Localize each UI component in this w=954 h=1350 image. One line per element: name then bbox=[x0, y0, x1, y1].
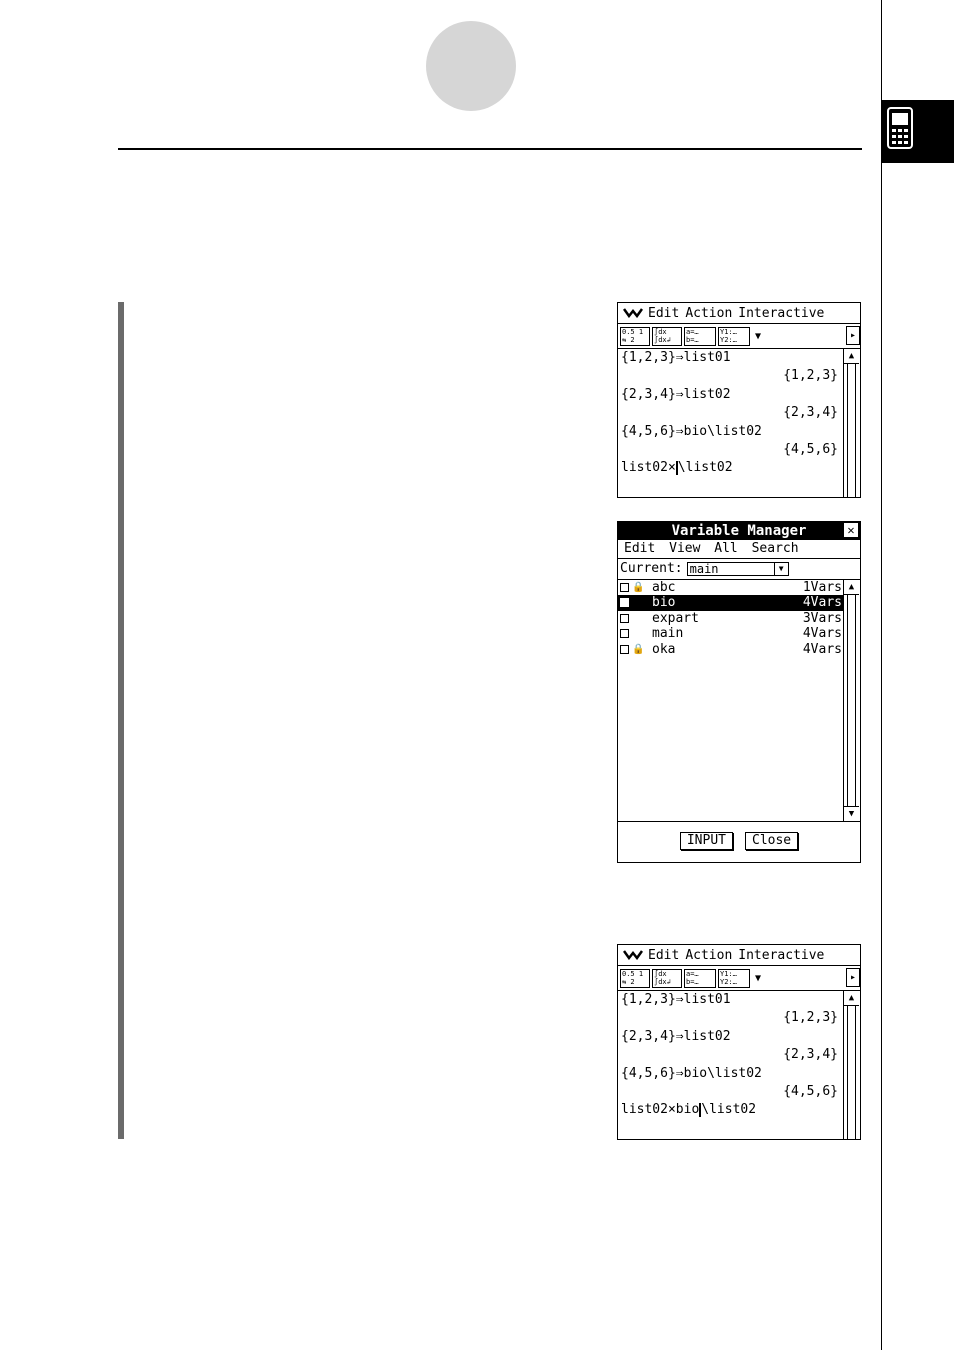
folder-row[interactable] bbox=[618, 611, 860, 626]
menu-chevron-icon[interactable] bbox=[618, 308, 648, 318]
close-icon[interactable]: ✕ bbox=[844, 523, 858, 537]
dialog-buttons bbox=[618, 822, 860, 860]
toolbar bbox=[618, 966, 860, 991]
checkbox[interactable] bbox=[620, 629, 629, 638]
step-bar bbox=[118, 302, 124, 1139]
lock-icon: 🔒 bbox=[632, 643, 645, 655]
toolbar-integral-icon[interactable]: ∫dx ∫dx↲ bbox=[652, 969, 682, 988]
margin-rule bbox=[881, 0, 882, 1350]
toolbar-graph-icon[interactable]: Y1:… Y2:… bbox=[718, 969, 750, 988]
menu-interactive[interactable]: Interactive bbox=[738, 305, 825, 321]
folder-count: 3Vars bbox=[802, 610, 842, 626]
work-line: {1,2,3}⇒list01 bbox=[621, 992, 731, 1007]
work-line: {1,2,3}⇒list01 bbox=[621, 350, 731, 365]
folder-row[interactable] bbox=[618, 626, 860, 641]
calculator-icon bbox=[886, 106, 916, 152]
menu-chevron-icon[interactable] bbox=[618, 950, 648, 960]
folder-row[interactable] bbox=[618, 580, 860, 595]
vm-menu-all[interactable]: All bbox=[714, 541, 738, 556]
folder-name: bio bbox=[652, 595, 676, 611]
scroll-up-icon[interactable]: ▲ bbox=[844, 349, 859, 364]
menu-bar bbox=[618, 303, 860, 324]
work-result: {2,3,4} bbox=[783, 405, 838, 421]
input-after-cursor: \list02 bbox=[701, 1102, 757, 1118]
toolbar-decimal-icon[interactable]: 0.5 1 ⇆ 2 bbox=[620, 327, 650, 346]
lock-icon: 🔒 bbox=[632, 582, 645, 593]
work-result: {1,2,3} bbox=[783, 368, 838, 384]
work-line: {2,3,4}⇒list02 bbox=[621, 1028, 731, 1044]
work-result: {2,3,4} bbox=[783, 1047, 838, 1063]
vm-menu-edit[interactable]: Edit bbox=[624, 541, 656, 556]
current-folder-select[interactable] bbox=[687, 562, 789, 576]
input-before-cursor: list02× bbox=[621, 460, 676, 476]
input-line[interactable] bbox=[618, 459, 860, 477]
vertical-scrollbar[interactable] bbox=[843, 991, 860, 1140]
checkbox[interactable] bbox=[620, 598, 629, 607]
scroll-up-icon[interactable]: ▲ bbox=[844, 580, 859, 595]
folder-count: 4Vars bbox=[802, 595, 842, 611]
folder-name: main bbox=[652, 626, 684, 642]
work-result: {4,5,6} bbox=[783, 1083, 838, 1099]
dialog-title-bar bbox=[618, 522, 860, 540]
work-area[interactable] bbox=[618, 349, 860, 498]
scroll-track[interactable] bbox=[847, 595, 856, 806]
current-folder-value: main bbox=[689, 562, 719, 576]
current-folder-row bbox=[618, 559, 860, 580]
menu-edit[interactable]: Edit bbox=[648, 947, 680, 963]
work-line: {4,5,6}⇒bio\list02 bbox=[621, 423, 762, 439]
chevron-down-icon[interactable]: ▼ bbox=[774, 563, 788, 575]
menu-action[interactable]: Action bbox=[685, 947, 733, 963]
folder-row[interactable] bbox=[618, 642, 860, 657]
input-before-cursor: list02×bio bbox=[621, 1102, 700, 1118]
menu-interactive[interactable]: Interactive bbox=[738, 947, 825, 963]
folder-list bbox=[618, 580, 860, 822]
toolbar-scroll-right-icon[interactable]: ▸ bbox=[846, 326, 860, 345]
scroll-down-icon[interactable]: ▼ bbox=[844, 806, 859, 821]
input-line[interactable] bbox=[618, 1101, 860, 1119]
toolbar-integral-icon[interactable]: ∫dx ∫dx↲ bbox=[652, 327, 682, 346]
main-app-screen-1 bbox=[617, 302, 861, 498]
toolbar-dropdown-icon[interactable]: ▼ bbox=[754, 330, 762, 342]
folder-name: expart bbox=[652, 610, 699, 626]
close-button[interactable]: Close bbox=[745, 832, 798, 850]
vertical-scrollbar[interactable] bbox=[843, 349, 860, 498]
work-result: {1,2,3} bbox=[783, 1010, 838, 1026]
toolbar bbox=[618, 324, 860, 349]
folder-name: oka bbox=[652, 641, 676, 657]
folder-name: abc bbox=[652, 580, 676, 595]
vm-menu-bar bbox=[618, 540, 860, 559]
folder-count: 1Vars bbox=[802, 580, 842, 595]
toolbar-assign-icon[interactable]: a=… b=… bbox=[684, 969, 716, 988]
variable-manager-dialog bbox=[617, 521, 861, 863]
current-folder-label: Current: bbox=[620, 561, 683, 576]
scroll-track[interactable] bbox=[847, 364, 856, 498]
work-line: {2,3,4}⇒list02 bbox=[621, 386, 731, 402]
work-result: {4,5,6} bbox=[783, 441, 838, 457]
checkbox[interactable] bbox=[620, 583, 629, 592]
folder-count: 4Vars bbox=[802, 641, 842, 657]
scroll-up-icon[interactable]: ▲ bbox=[844, 991, 859, 1006]
vm-menu-search[interactable]: Search bbox=[751, 541, 799, 556]
calculator-tab bbox=[882, 100, 954, 163]
menu-edit[interactable]: Edit bbox=[648, 305, 680, 321]
vertical-scrollbar[interactable] bbox=[843, 580, 860, 821]
menu-action[interactable]: Action bbox=[685, 305, 733, 321]
checkbox[interactable] bbox=[620, 614, 629, 623]
input-after-cursor: \list02 bbox=[677, 460, 733, 476]
chapter-marker-circle bbox=[426, 21, 516, 111]
folder-row-selected[interactable] bbox=[618, 595, 844, 610]
toolbar-decimal-icon[interactable]: 0.5 1 ⇆ 2 bbox=[620, 969, 650, 988]
menu-bar bbox=[618, 945, 860, 966]
toolbar-dropdown-icon[interactable]: ▼ bbox=[754, 972, 762, 984]
main-app-screen-2 bbox=[617, 944, 861, 1140]
work-area[interactable] bbox=[618, 991, 860, 1140]
folder-count: 4Vars bbox=[802, 626, 842, 642]
dialog-title: Variable Manager bbox=[671, 523, 807, 539]
toolbar-assign-icon[interactable]: a=… b=… bbox=[684, 327, 716, 346]
work-line: {4,5,6}⇒bio\list02 bbox=[621, 1065, 762, 1081]
toolbar-scroll-right-icon[interactable]: ▸ bbox=[846, 968, 860, 987]
checkbox[interactable] bbox=[620, 645, 629, 654]
toolbar-graph-icon[interactable]: Y1:… Y2:… bbox=[718, 327, 750, 346]
input-button[interactable]: INPUT bbox=[680, 832, 733, 850]
scroll-track[interactable] bbox=[847, 1006, 856, 1140]
header-rule bbox=[118, 148, 862, 150]
vm-menu-view[interactable]: View bbox=[669, 541, 701, 556]
